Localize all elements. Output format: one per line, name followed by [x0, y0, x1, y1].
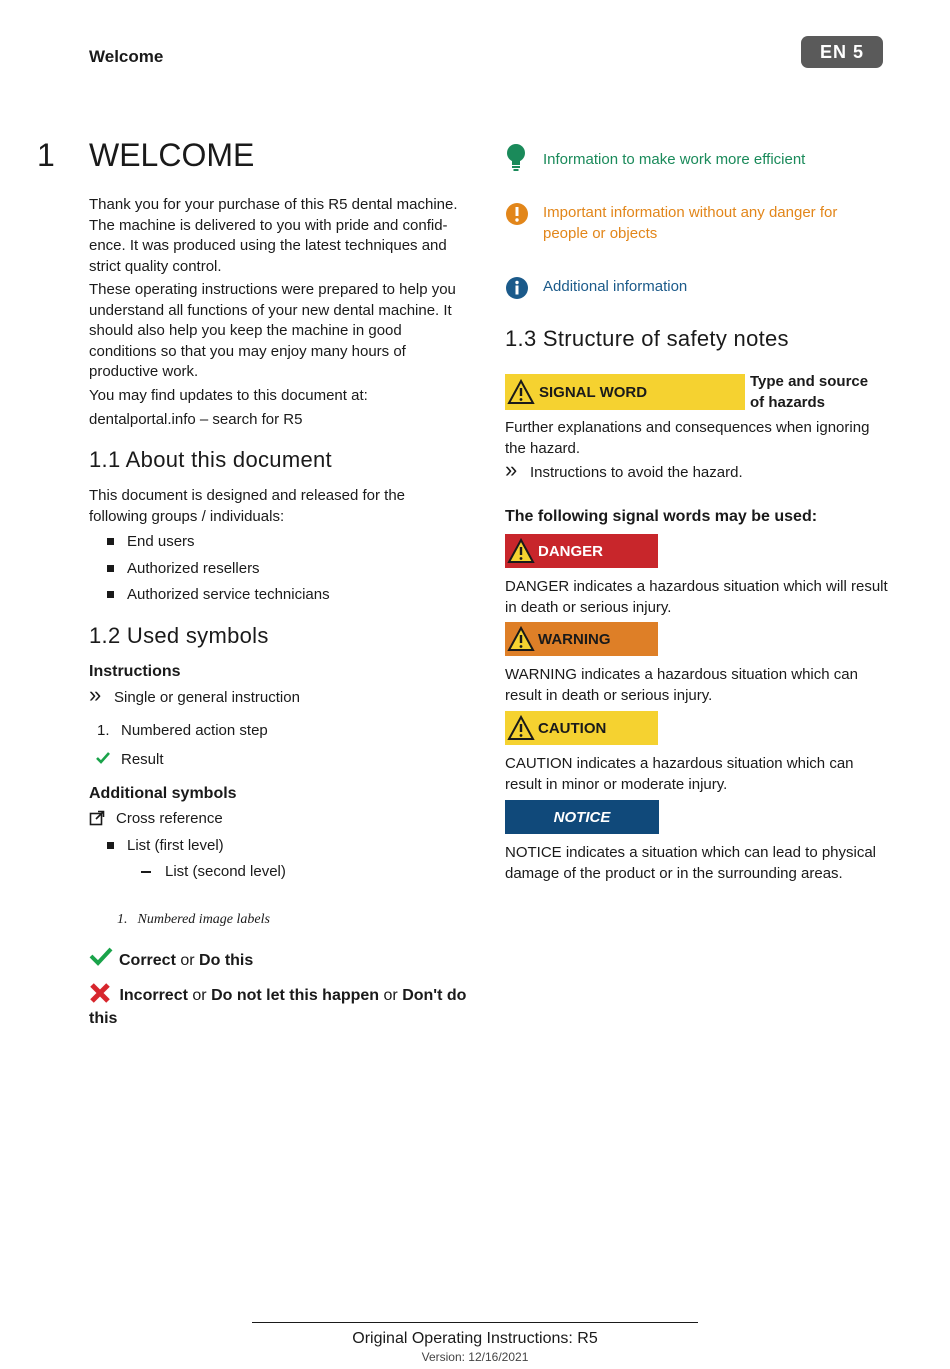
signal-word-banner: SIGNAL WORD [505, 374, 745, 410]
checkmark-icon [96, 751, 121, 768]
footer-version: Version: 12/16/2021 [421, 1350, 529, 1364]
result-row: Result [96, 751, 164, 768]
running-header: Welcome [89, 47, 164, 66]
warning-text: WARNING indicates a hazardous situation which can result in death or serious injury. [505, 666, 858, 704]
square-bullet-icon [107, 565, 114, 572]
section-1-1-text: This document is designed and released for the following groups / individuals: [89, 487, 406, 525]
dash-bullet-icon [141, 871, 151, 873]
warning-triangle-icon [507, 538, 535, 564]
double-chevron-icon: » [505, 457, 518, 482]
instructions-heading: Instructions [89, 663, 181, 680]
double-chevron-icon: » [89, 682, 102, 707]
warning-triangle-icon [507, 379, 535, 405]
image-label-row: 1. Numbered image labels [117, 912, 270, 927]
square-bullet-icon [107, 538, 114, 545]
square-bullet-icon [107, 842, 114, 849]
intro-paragraph-2: These operating instructions were prepared to help you understand all functions of your new dental machine. It should also help you keep the machine in good conditions so that you may enjoy many hours of productive work. [89, 281, 456, 380]
correct-row: Correct or Do this [89, 946, 253, 971]
chapter-number: 1 [37, 137, 55, 173]
warning-triangle-icon [507, 626, 535, 652]
footer-title: Original Operating Instructions: R5 [352, 1330, 598, 1347]
incorrect-row: Incorrect or Do not let this happen or Don't do this [89, 982, 474, 1028]
numbered-step-row: 1. Numbered action step [97, 722, 268, 739]
signal-words-heading: The following signal words may be used: [505, 508, 818, 525]
warning-banner: WARNING [505, 622, 658, 656]
page-number-badge: EN 5 [801, 36, 883, 68]
further-explanations-text: Further explanations and consequences when ignoring the hazard. [505, 419, 870, 457]
list-first-level-row: List (first level) [107, 837, 224, 854]
section-1-2-heading: 1.2 Used symbols [89, 623, 269, 648]
caution-text: CAUTION indicates a hazardous situation which can result in minor or moderate injury. [505, 755, 854, 793]
info-circle-icon [505, 276, 529, 305]
additional-symbols-heading: Additional symbols [89, 785, 237, 802]
checkmark-icon [89, 946, 119, 971]
type-source-label: Type and source of hazards [750, 373, 869, 411]
warning-triangle-icon [507, 715, 535, 741]
cross-reference-row: Cross reference [89, 810, 223, 830]
additional-info-text: Additional information [543, 278, 688, 295]
caution-banner: CAUTION [505, 711, 658, 745]
footer-divider [252, 1322, 698, 1323]
lightbulb-icon [505, 143, 527, 176]
list-item: Authorized resellers [107, 560, 260, 577]
external-link-icon [89, 810, 116, 830]
list-item: Authorized service technicians [107, 586, 330, 603]
chapter-title: WELCOME [89, 137, 255, 173]
cross-icon [89, 982, 115, 1009]
danger-text: DANGER indicates a hazardous situation which will result in death or serious injury. [505, 578, 888, 616]
danger-banner: DANGER [505, 534, 658, 568]
notice-text: NOTICE indicates a situation which can lead to physical damage of the product or in the surrounding areas. [505, 844, 877, 882]
list-item: End users [107, 533, 195, 550]
tip-text: Information to make work more efficient [543, 151, 806, 168]
square-bullet-icon [107, 591, 114, 598]
single-instruction-row: » Single or general instruction [89, 682, 300, 707]
exclamation-circle-icon [505, 202, 529, 231]
notice-banner: NOTICE [505, 800, 659, 834]
list-second-level-row: List (second level) [141, 863, 286, 880]
intro-paragraph-1: Thank you for your purchase of this R5 dental machine. The machine is delivered to you with pride and confid-ence. It was produced using the latest techniques and strict quality control. [89, 196, 458, 275]
intro-paragraph-4: dentalportal.info – search for R5 [89, 411, 303, 428]
section-1-3-heading: 1.3 Structure of safety notes [505, 326, 789, 351]
avoid-instruction-row: » Instructions to avoid the hazard. [505, 457, 743, 482]
section-1-1-heading: 1.1 About this document [89, 447, 332, 472]
important-text: Important information without any danger for people or objects [543, 204, 838, 242]
intro-paragraph-3: You may find updates to this document at: [89, 387, 368, 404]
